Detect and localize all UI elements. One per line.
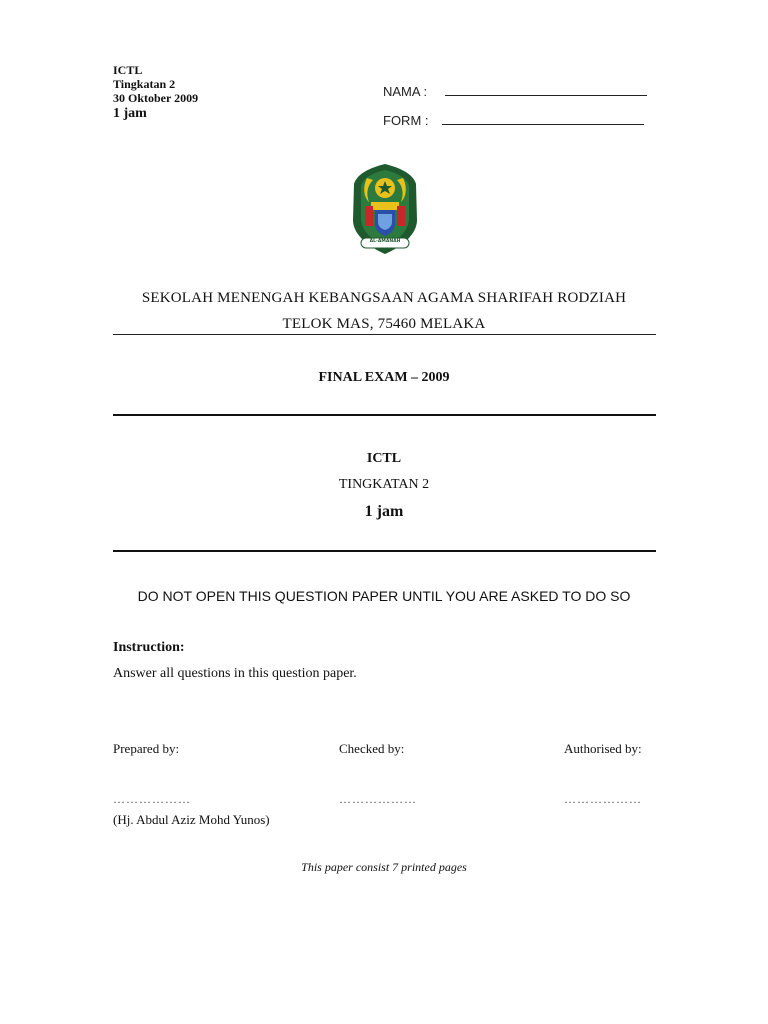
name-blank-line[interactable] [445,85,647,96]
header-form: Tingkatan 2 [113,77,176,91]
divider-line [113,550,656,552]
authorised-by-label: Authorised by: [564,741,642,756]
prepared-by-name: (Hj. Abdul Aziz Mohd Yunos) [113,812,270,827]
page-count-note: This paper consist 7 printed pages [301,860,467,874]
exam-subject: ICTL [366,451,402,466]
school-address: TELOK MAS, 75460 MELAKA [282,316,486,332]
prepared-signature-dots: ……………… [113,792,191,806]
form-label: FORM : [383,113,429,128]
header-date: 30 Oktober 2009 [113,91,199,105]
header-block [113,63,198,123]
name-label: NAMA : [383,84,428,99]
school-name: SEKOLAH MENENGAH KEBANGSAAN AGAMA SHARIFAH RODZIAH [141,290,627,306]
instruction-heading: Instruction: [113,640,185,655]
authorised-signature-dots: ……………… [564,792,642,806]
exam-form: TINGKATAN 2 [338,477,430,492]
exam-duration: 1 jam [364,503,404,520]
checked-signature-dots: ……………… [339,792,417,806]
exam-title: FINAL EXAM – 2009 [318,370,450,385]
warning-text: DO NOT OPEN THIS QUESTION PAPER UNTIL YOU ARE ASKED TO DO SO [137,588,631,604]
header-subject: ICTL [113,63,143,77]
form-field[interactable] [383,113,644,128]
form-blank-line[interactable] [442,114,644,125]
instruction-text: Answer all questions in this question paper. [113,666,357,681]
header-duration: 1 jam [113,106,147,121]
checked-by-label: Checked by: [339,741,405,756]
divider-line [113,414,656,416]
divider-line [113,334,656,335]
crest-motto: AL-AMANAH [369,239,401,244]
prepared-by-label: Prepared by: [113,741,180,756]
name-field[interactable] [383,84,647,99]
